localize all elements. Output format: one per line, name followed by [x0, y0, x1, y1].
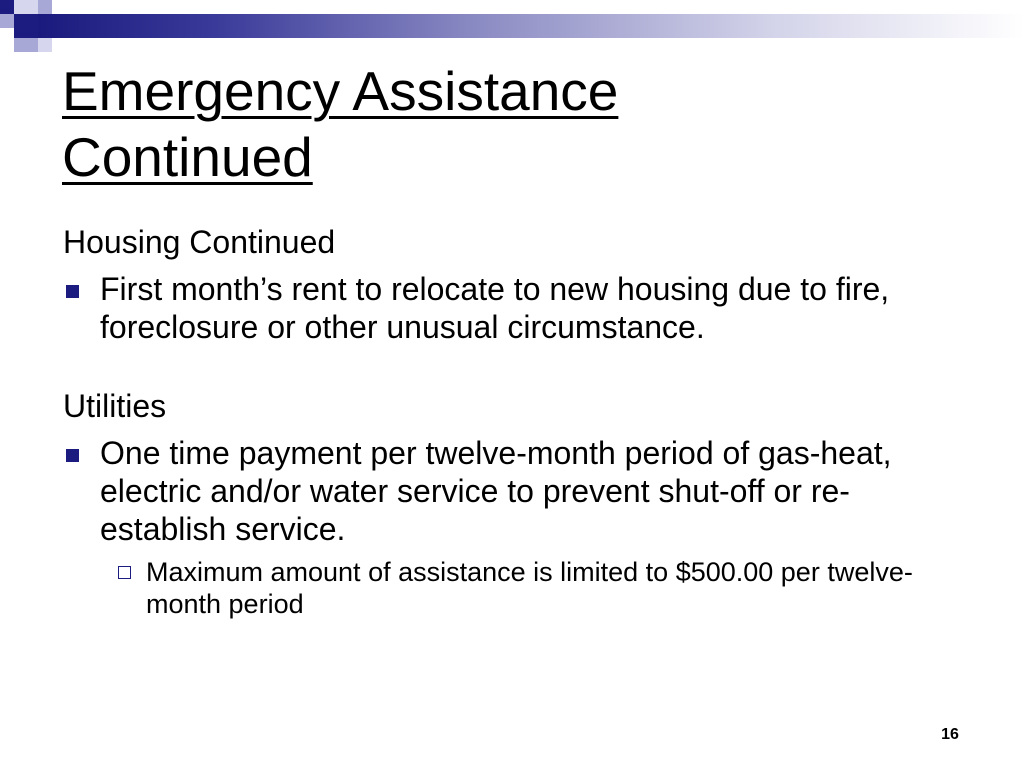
bullet-item: [63, 434, 973, 548]
slide-title: [62, 58, 962, 190]
decor-square-icon: [0, 0, 14, 14]
section-heading-housing: Housing Continued: [63, 224, 336, 260]
bullet-text: One time payment per twelve-month period of gas-heat, electric and/or water service to prevent shut-off or re-establish service.: [100, 435, 892, 547]
sub-bullet-text: Maximum amount of assistance is limited to $500.00 per twelve-month period: [146, 557, 913, 619]
hollow-square-bullet-icon: [118, 566, 131, 579]
slide-body: [63, 222, 973, 620]
bullet-item: [63, 270, 973, 346]
decor-square-icon: [14, 38, 38, 52]
slide-title-line1: Emergency Assistance: [62, 60, 619, 122]
decor-square-icon: [38, 38, 52, 52]
square-bullet-icon: [66, 285, 79, 298]
slide-title-line2: Continued: [62, 126, 313, 188]
header-gradient-bar: [38, 14, 1024, 38]
section-heading-utilities: Utilities: [63, 388, 167, 424]
bullet-text: First month’s rent to relocate to new housing due to fire, foreclosure or other unusual circumstance.: [100, 271, 890, 345]
page-number: 16: [941, 726, 959, 743]
decor-square-icon: [14, 0, 38, 14]
section-spacer: [63, 346, 973, 386]
sub-bullet-item: [63, 556, 973, 620]
decor-square-icon: [14, 14, 38, 38]
square-bullet-icon: [66, 449, 79, 462]
decor-square-icon: [0, 14, 14, 28]
decor-square-icon: [38, 0, 52, 14]
